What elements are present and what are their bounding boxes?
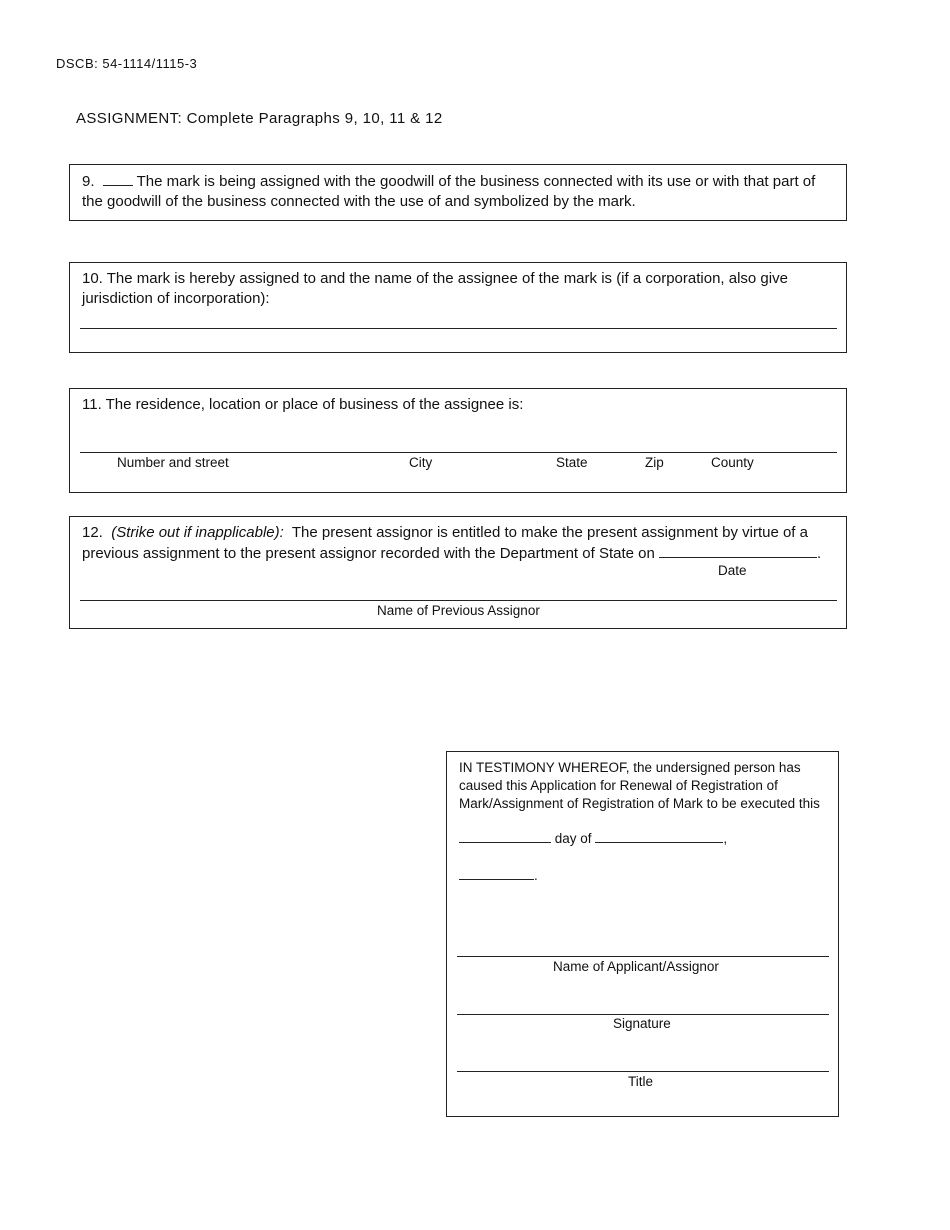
paragraph-9-check-line[interactable]: [103, 171, 133, 186]
label-applicant-assignor: Name of Applicant/Assignor: [553, 959, 719, 974]
assignment-heading: ASSIGNMENT: Complete Paragraphs 9, 10, 11 & 12: [76, 110, 443, 127]
day-of-label: day of: [554, 831, 592, 846]
label-date: Date: [718, 563, 747, 578]
year-line[interactable]: [459, 867, 534, 880]
signature-line[interactable]: [457, 1014, 829, 1015]
previous-assignor-line[interactable]: [80, 600, 837, 601]
paragraph-9-number: 9.: [82, 173, 95, 190]
label-city: City: [409, 455, 433, 470]
paragraph-12-number: 12.: [82, 524, 103, 541]
day-line[interactable]: [459, 830, 551, 843]
day-of-comma: ,: [723, 831, 728, 846]
label-number-and-street: Number and street: [117, 455, 229, 470]
label-title: Title: [628, 1074, 654, 1089]
paragraph-9-box: [69, 164, 847, 221]
paragraph-12: [82, 523, 837, 564]
form-code: DSCB: 54-1114/1115-3: [56, 56, 198, 71]
testimony-text: IN TESTIMONY WHEREOF, the undersigned person has caused this Application for Renewal of Registration of Mark/Assignment of Registration of Mark to be executed this: [459, 760, 820, 811]
paragraph-10-text: 10. The mark is hereby assigned to and the name of the assignee of the mark is (if a corporation, also give jurisdiction of incorporation):: [82, 270, 788, 307]
paragraph-12-period: .: [817, 545, 822, 562]
paragraph-12-text: The present assignor is entitled to make the present assignment by virtue of a previous assignment to the present assignor recorded with the Department of State on: [82, 524, 808, 562]
label-zip: Zip: [645, 455, 664, 470]
testimony-box: [446, 751, 839, 1117]
paragraph-9: [82, 171, 832, 212]
paragraph-10-box: [69, 262, 847, 353]
assignee-name-line[interactable]: [80, 328, 837, 329]
applicant-name-line[interactable]: [457, 956, 829, 957]
title-line[interactable]: [457, 1071, 829, 1072]
label-county: County: [711, 455, 754, 470]
day-of-row: [459, 830, 727, 848]
paragraph-11-box: [69, 388, 847, 493]
year-period: .: [534, 868, 538, 883]
label-signature: Signature: [613, 1016, 671, 1031]
recorded-date-line[interactable]: [659, 543, 817, 558]
label-previous-assignor: Name of Previous Assignor: [377, 603, 540, 618]
paragraph-11-text: 11. The residence, location or place of business of the assignee is:: [82, 396, 524, 413]
label-state: State: [556, 455, 588, 470]
paragraph-9-text: The mark is being assigned with the goodwill of the business connected with its use or with that part of the goodwill of the business connected with the use of and symbolized by the mark.: [82, 173, 816, 210]
strike-out-note: (Strike out if inapplicable):: [111, 524, 284, 541]
month-line[interactable]: [595, 830, 723, 843]
paragraph-12-box: [69, 516, 847, 629]
year-row: [459, 867, 538, 885]
assignee-address-line[interactable]: [80, 452, 837, 453]
